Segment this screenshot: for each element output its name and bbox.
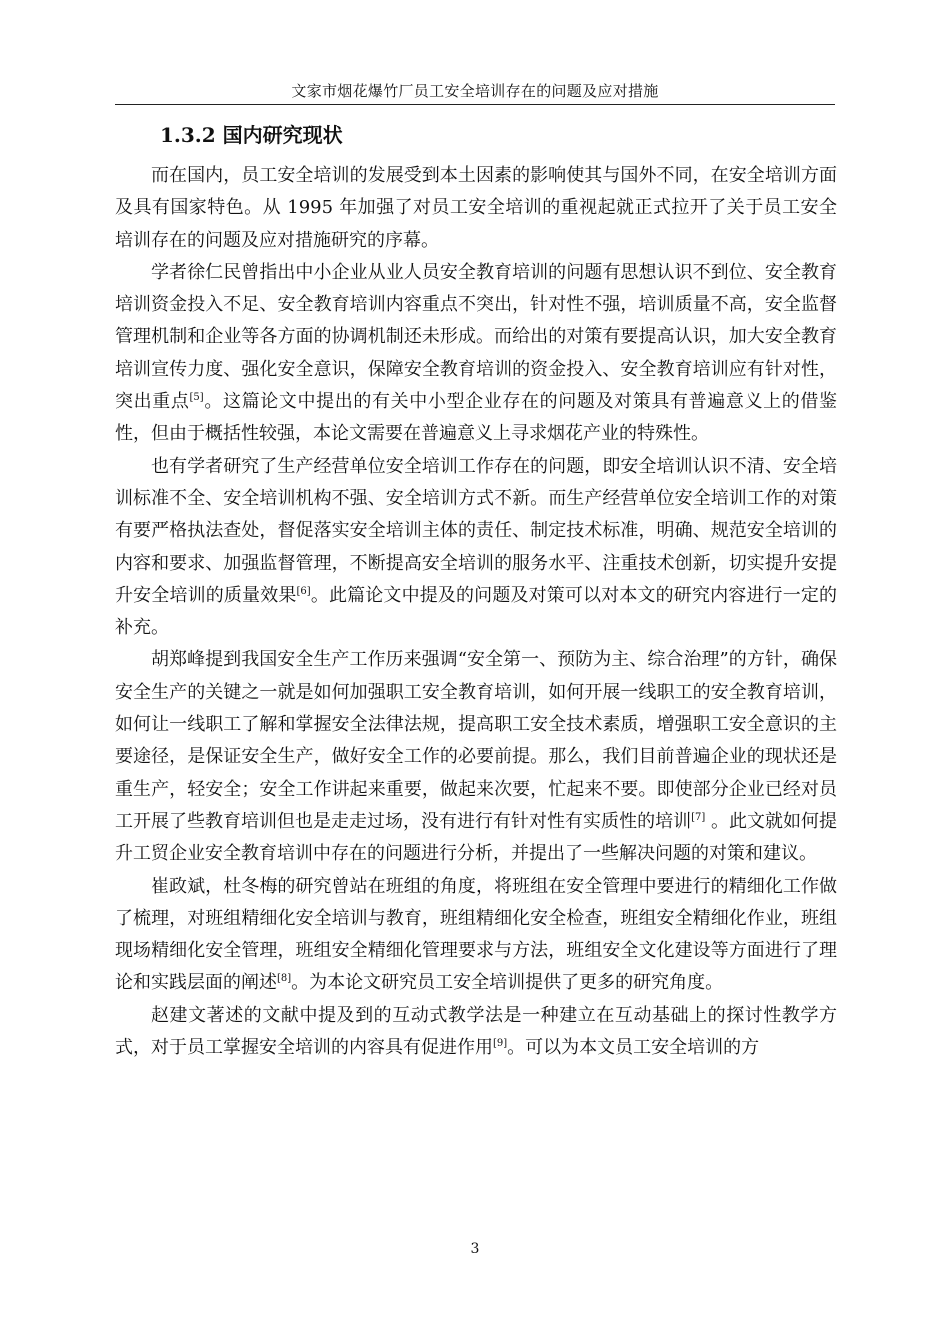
paragraph <box>115 1000 837 1065</box>
paragraph-text-tail: 。这篇论文中提出的有关中小型企业存在的问题及对策具有普遍意义上的借鉴性，但由于概括性较强，本论文需要在普遍意义上寻求烟花产业的特殊性。 <box>115 391 838 445</box>
citation-marker: [8] <box>277 973 292 985</box>
page-number: 3 <box>470 1241 480 1257</box>
paragraph-text: 崔政斌，杜冬梅的研究曾站在班组的角度，将班组在安全管理中要进行的精细化工作做了梳理，对班组精细化安全培训与教育，班组精细化安全检查，班组安全精细化作业，班组现场精细化安全管理，班组安全精细化管理要求与方法，班组安全文化建设等方面进行了理论和实践层面的阐述 <box>115 875 837 994</box>
paragraph-text-tail: 。此文就如何提升工贸企业安全教育培训中存在的问题进行分析，并提出了一些解决问题的对策和建议。 <box>115 810 837 865</box>
citation-marker: [6] <box>296 585 311 597</box>
paragraph <box>115 451 837 645</box>
paragraph <box>115 257 837 451</box>
citation-marker: [7] <box>691 811 706 823</box>
paragraph <box>115 871 837 1000</box>
paragraph-text: 赵建文著述的文献中提及到的互动式教学法是一种建立在互动基础上的探讨性教学方式，对于员工掌握安全培训的内容具有促进作用 <box>115 1004 837 1059</box>
paragraph-text: 而在国内，员工安全培训的发展受到本土因素的影响使其与国外不同，在安全培训方面及具有国家特色。从 1995 年加强了对员工安全培训的重视起就正式拉开了关于员工安全培训存在的问题及应对措施研究的序幕。 <box>115 165 837 251</box>
paragraph-text-tail: 。为本论文研究员工安全培训提供了更多的研究角度。 <box>291 972 724 994</box>
section-heading: 1.3.2 国内研究现状 <box>160 123 343 147</box>
paragraph-text: 也有学者研究了生产经营单位安全培训工作存在的问题，即安全培训认识不清、安全培训标准不全、安全培训机构不强、安全培训方式不新。而生产经营单位安全培训工作的对策有要严格执法查处，督促落实安全培训主体的责任、制定技术标准，明确、规范安全培训的内容和要求、加强监督管理，不断提高安全培训的服务水平、注重技术创新，切实提升安提升安全培训的质量效果 <box>115 455 837 606</box>
citation-marker: [5] <box>189 392 204 404</box>
header-divider <box>115 104 835 105</box>
paragraph-text: 学者徐仁民曾指出中小企业从业人员安全教育培训的问题有思想认识不到位、安全教育培训资金投入不足、安全教育培训内容重点不突出，针对性不强，培训质量不高，安全监督管理机制和企业等各方面的协调机制还未形成。而给出的对策有要提高认识，加大安全教育培训宣传力度、强化安全意识，保障安全教育培训的资金投入、安全教育培训应有针对性，突出重点 <box>115 261 837 413</box>
paragraph-text-tail: 。可以为本文员工安全培训的方 <box>507 1037 760 1059</box>
running-header: 文家市烟花爆竹厂员工安全培训存在的问题及应对措施 <box>291 82 659 100</box>
paragraph <box>115 644 837 870</box>
paragraph <box>115 160 837 257</box>
paragraph-text: 胡郑峰提到我国安全生产工作历来强调“安全第一、预防为主、综合治理”的方针，确保安全生产的关键之一就是如何加强职工安全教育培训，如何开展一线职工的安全教育培训，如何让一线职工了解和掌握安全法律法规，提高职工安全技术素质，增强职工安全意识的主要途径，是保证安全生产，做好安全工作的必要前提。那么，我们目前普遍企业的现状还是重生产，轻安全；安全工作讲起来重要，做起来次要，忙起来不要。即使部分企业已经对员工开展了些教育培训但也是走走过场，没有进行有针对性有实质性的培训 <box>115 649 837 832</box>
body-text <box>115 160 837 1064</box>
paragraph-text-tail: 。此篇论文中提及的问题及对策可以对本文的研究内容进行一定的补充。 <box>115 584 838 639</box>
citation-marker: [9] <box>493 1038 508 1050</box>
